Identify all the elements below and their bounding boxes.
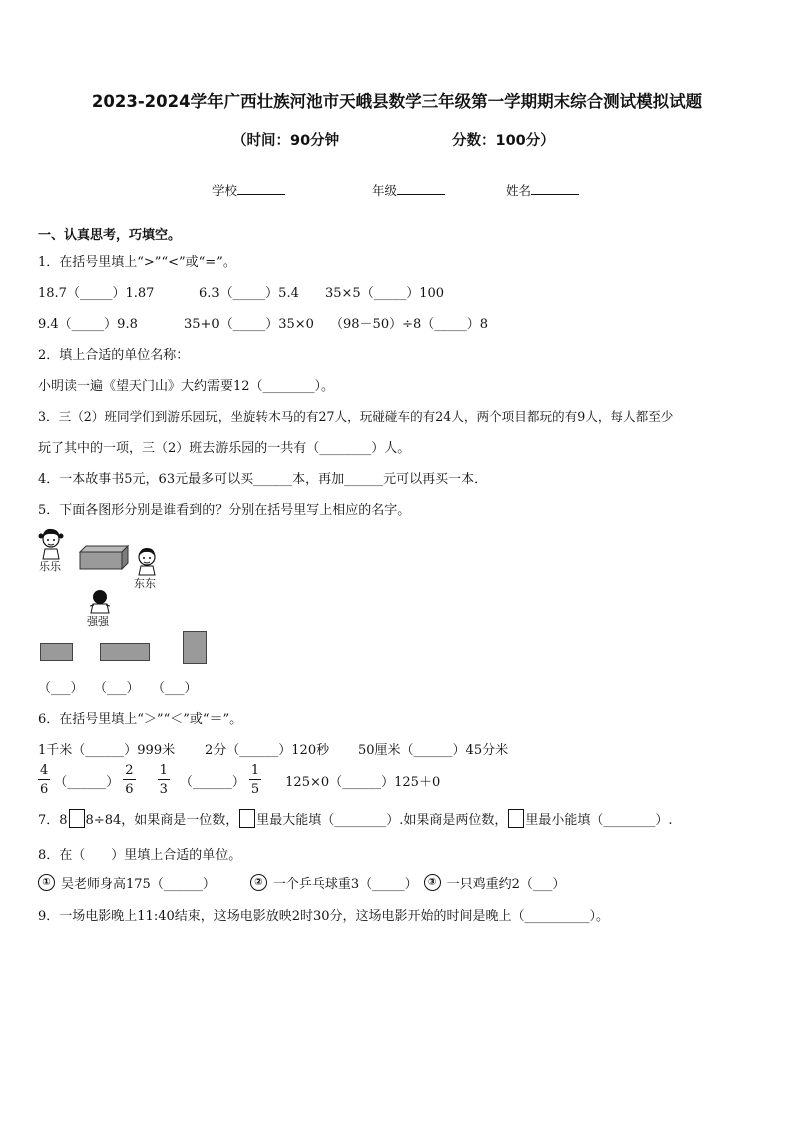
- q8-item3: 一只鸡重约2（___）: [446, 877, 566, 892]
- qiangqiang-figure-icon: [86, 588, 114, 614]
- q3-line1: 3．三（2）班同学们到游乐园玩，坐旋转木马的有27人，玩碰碰车的有24人，两个项目都玩的有9人，每人都至少: [38, 409, 674, 424]
- view-shape-2: [100, 643, 150, 661]
- q1-r2a: 9.4（_____）9.8: [38, 317, 138, 332]
- q7-line: [38, 809, 673, 828]
- q5-blank-1[interactable]: （___）: [38, 681, 84, 696]
- q6-r2c: 125×0（______）125＋0: [285, 774, 441, 790]
- q7-part3: 里最大能填（________）.如果商是两位数，: [256, 813, 508, 828]
- q5-stem: 5．下面各图形分别是谁看到的？分别在括号里写上相应的名字。: [38, 503, 411, 518]
- qiangqiang-label: 强强: [87, 615, 109, 628]
- q3-line2: 玩了其中的一项，三（2）班去游乐园的一共有（________）人。: [38, 441, 411, 456]
- grade-field: [372, 180, 445, 199]
- q6-row2: [38, 764, 440, 796]
- q5-blank-2[interactable]: （___）: [94, 681, 140, 696]
- q8-stem: 8．在（ ）里填上合适的单位。: [38, 848, 242, 863]
- q1-r1b: 6.3（_____）5.4: [199, 286, 299, 301]
- fraction-4-6: $\frac{4}{6}$: [40, 763, 49, 797]
- exam-time: （时间：90分钟: [232, 133, 340, 149]
- q9-line: 9．一场电影晚上11:40结束，这场电影放映2时30分，这场电影开始的时间是晚上（__________）。: [38, 909, 610, 924]
- q6-r1b: 2分（______）120秒: [205, 743, 330, 758]
- q7-part2: 8÷84，如果商是一位数，: [85, 813, 239, 828]
- q8-items: [38, 873, 565, 892]
- q1-r2b: 35+0（_____）35×0: [184, 317, 314, 332]
- grade-blank[interactable]: [397, 180, 445, 195]
- circled-2: ②: [250, 874, 267, 891]
- dongdong-figure-icon: [133, 544, 161, 576]
- q8-item1: 吴老师身高175（______）: [61, 877, 216, 892]
- q8-item2: 一个乒乓球重3（_____）: [272, 877, 418, 892]
- q6-blank-a[interactable]: （______）: [54, 774, 120, 790]
- q7-part1: 7．8: [38, 813, 68, 828]
- digit-box-2[interactable]: [239, 809, 255, 828]
- section-heading: 一、认真思考，巧填空。: [38, 228, 182, 243]
- circled-3: ③: [424, 874, 441, 891]
- name-label: 姓名: [506, 183, 532, 198]
- digit-box-1[interactable]: [69, 809, 85, 828]
- school-blank[interactable]: [237, 180, 285, 195]
- lele-label: 乐乐: [39, 560, 61, 573]
- fraction-1-3: $\frac{1}{3}$: [159, 763, 168, 797]
- circled-1: ①: [38, 874, 55, 891]
- name-field: [506, 180, 579, 199]
- q6-blank-b[interactable]: （______）: [179, 774, 245, 790]
- q1-stem: 1．在括号里填上“>”“<”或“=”。: [38, 255, 236, 270]
- exam-score: 分数：100分）: [452, 133, 555, 149]
- school-label: 学校: [212, 183, 238, 198]
- q4-line: 4．一本故事书5元，63元最多可以买______本，再加______元可以再买一本．: [38, 472, 488, 487]
- q6-r1a: 1千米（______）999米: [38, 743, 176, 758]
- view-shape-3: [183, 631, 207, 664]
- cuboid-figure: [78, 544, 130, 570]
- fraction-1-5: $\frac{1}{5}$: [250, 763, 260, 797]
- q6-stem: 6．在括号里填上“＞”“＜”或“＝”。: [38, 712, 243, 727]
- view-shape-1: [40, 643, 73, 661]
- fraction-2-6: $\frac{2}{6}$: [125, 763, 134, 797]
- q1-r1c: 35×5（_____）100: [325, 286, 445, 301]
- dongdong-label: 东东: [134, 577, 156, 590]
- grade-label: 年级: [372, 183, 398, 198]
- name-blank[interactable]: [531, 180, 579, 195]
- q1-r1a: 18.7（_____）1.87: [38, 286, 155, 301]
- page-title: 2023-2024学年广西壮族河池市天峨县数学三年级第一学期期末综合测试模拟试题: [91, 92, 703, 111]
- school-field: [212, 180, 285, 199]
- q6-r1c: 50厘米（______）45分米: [358, 743, 509, 758]
- q1-r2c: （98－50）÷8（_____）8: [330, 317, 489, 332]
- q2-stem: 2．填上合适的单位名称：: [38, 348, 190, 363]
- q2-line: 小明读一遍《望天门山》大约需要12（________）。: [38, 379, 335, 394]
- q7-part4: 里最小能填（________）.: [525, 813, 673, 828]
- q5-blank-3[interactable]: （___）: [152, 681, 198, 696]
- lele-figure-icon: [36, 525, 66, 561]
- digit-box-3[interactable]: [508, 809, 524, 828]
